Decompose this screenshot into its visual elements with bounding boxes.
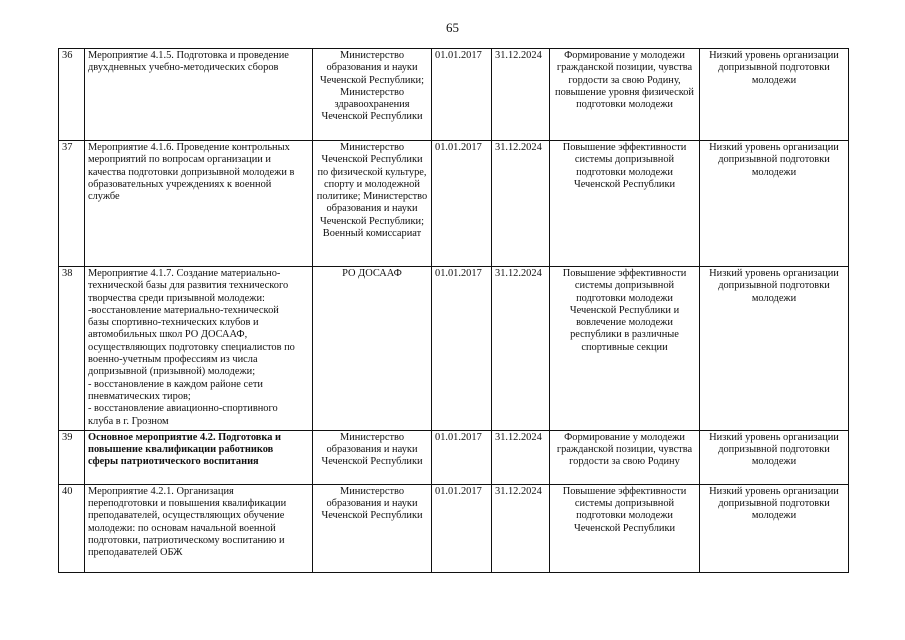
start-date-cell: 01.01.2017 <box>432 267 492 431</box>
measure-name-line: Мероприятие 4.1.6. Проведение контрольных <box>88 142 290 153</box>
measure-name-line: службе <box>88 191 120 203</box>
measure-name-cell <box>85 430 313 484</box>
measure-name-line: Мероприятие 4.1.7. Создание материально- <box>88 268 281 279</box>
table-body <box>59 49 849 573</box>
row-number-cell: 39 <box>59 430 85 484</box>
row-number-cell: 38 <box>59 267 85 431</box>
measure-name-line: пневматических тиров; <box>88 390 191 402</box>
measure-name-cell <box>85 141 313 267</box>
row-number-cell: 36 <box>59 49 85 141</box>
measure-name-line: осуществляющих подготовку специалистов по <box>88 341 295 353</box>
measure-name-line: образовательных учреждениях к военной <box>88 178 272 190</box>
measure-name-line: преподавателей ОБЖ <box>88 547 183 559</box>
start-date-cell: 01.01.2017 <box>432 430 492 484</box>
expected-result-cell: Повышение эффективности системы допризывной подготовки молодежи Чеченской Республики <box>550 484 700 572</box>
executor-cell: Министерство Чеченской Республики по физической культуре, спорту и молодежной политике; Министерство образования и науки Чеченской Республики; Военный комиссариат <box>313 141 432 267</box>
executor-cell: РО ДОСААФ <box>313 267 432 431</box>
measure-name-cell <box>85 49 313 141</box>
table-row <box>59 49 849 141</box>
risk-cell: Низкий уровень организации допризывной подготовки молодежи <box>700 430 849 484</box>
table-row <box>59 430 849 484</box>
measure-name-line: переподготовки и повышения квалификации <box>88 498 287 510</box>
table-row <box>59 484 849 572</box>
measure-name-cell <box>85 484 313 572</box>
measure-name-line: автомобильных школ РО ДОСААФ, <box>88 329 248 341</box>
expected-result-cell: Повышение эффективности системы допризывной подготовки молодежи Чеченской Республики <box>550 141 700 267</box>
risk-cell: Низкий уровень организации допризывной подготовки молодежи <box>700 49 849 141</box>
risk-cell: Низкий уровень организации допризывной подготовки молодежи <box>700 267 849 431</box>
end-date-cell: 31.12.2024 <box>492 484 550 572</box>
measure-name-line: качества подготовки допризывной молодежи в <box>88 166 295 178</box>
measure-name-line: технической базы для развития технического <box>88 280 289 292</box>
start-date-cell: 01.01.2017 <box>432 141 492 267</box>
risk-cell: Низкий уровень организации допризывной подготовки молодежи <box>700 141 849 267</box>
end-date-cell: 31.12.2024 <box>492 49 550 141</box>
expected-result-cell: Формирование у молодежи гражданской позиции, чувства гордости за свою Родину, повышение уровня физической подготовки молодежи <box>550 49 700 141</box>
measure-name-line: преподавателей, осуществляющих обучение <box>88 510 285 522</box>
measure-name-line: сферы патриотического воспитания <box>88 456 259 468</box>
row-number-cell: 40 <box>59 484 85 572</box>
measure-name-line: допризывной (призывной) молодежи; <box>88 366 256 378</box>
end-date-cell: 31.12.2024 <box>492 141 550 267</box>
measure-name-line: Мероприятие 4.1.5. Подготовка и проведение <box>88 50 289 61</box>
table-row <box>59 267 849 431</box>
expected-result-cell: Формирование у молодежи гражданской позиции, чувства гордости за свою Родину <box>550 430 700 484</box>
measure-name-line: мероприятий по вопросам организации и <box>88 154 271 166</box>
page-number: 65 <box>446 20 459 35</box>
executor-cell: Министерство образования и науки Чеченской Республики; Министерство здравоохранения Чеченской Республики <box>313 49 432 141</box>
measure-name-line: - восстановление авиационно-спортивного <box>88 403 278 415</box>
measure-name-line: - восстановление в каждом районе сети <box>88 378 263 390</box>
start-date-cell: 01.01.2017 <box>432 484 492 572</box>
measure-name-line: двухдневных учебно-методических сборов <box>88 62 279 74</box>
measure-name-line: Основное мероприятие 4.2. Подготовка и <box>88 431 282 443</box>
end-date-cell: 31.12.2024 <box>492 267 550 431</box>
table-row <box>59 141 849 267</box>
risk-cell: Низкий уровень организации допризывной подготовки молодежи <box>700 484 849 572</box>
measure-name-line: Мероприятие 4.2.1. Организация <box>88 485 234 497</box>
measure-name-cell <box>85 267 313 431</box>
program-measures-table <box>58 48 849 573</box>
start-date-cell: 01.01.2017 <box>432 49 492 141</box>
measure-name-line: -восстановление материально-технической <box>88 304 279 316</box>
measure-name-line: творчества среди призывной молодежи: <box>88 292 265 304</box>
measure-name-line: повышение квалификации работников <box>88 444 274 456</box>
expected-result-cell: Повышение эффективности системы допризывной подготовки молодежи Чеченской Республики и вовлечение молодежи республики в различные спортивные секции <box>550 267 700 431</box>
measure-name-line: подготовки, патриотическому воспитанию и <box>88 535 285 547</box>
executor-cell: Министерство образования и науки Чеченской Республики <box>313 430 432 484</box>
measure-name-line: молодежи: по основам начальной военной <box>88 522 276 534</box>
executor-cell: Министерство образования и науки Чеченской Республики <box>313 484 432 572</box>
end-date-cell: 31.12.2024 <box>492 430 550 484</box>
measure-name-line: базы спортивно-технических клубов и <box>88 317 259 329</box>
row-number-cell: 37 <box>59 141 85 267</box>
measure-name-line: военно-учетным профессиям из числа <box>88 354 258 366</box>
measure-name-line: клуба в г. Грозном <box>88 415 169 427</box>
